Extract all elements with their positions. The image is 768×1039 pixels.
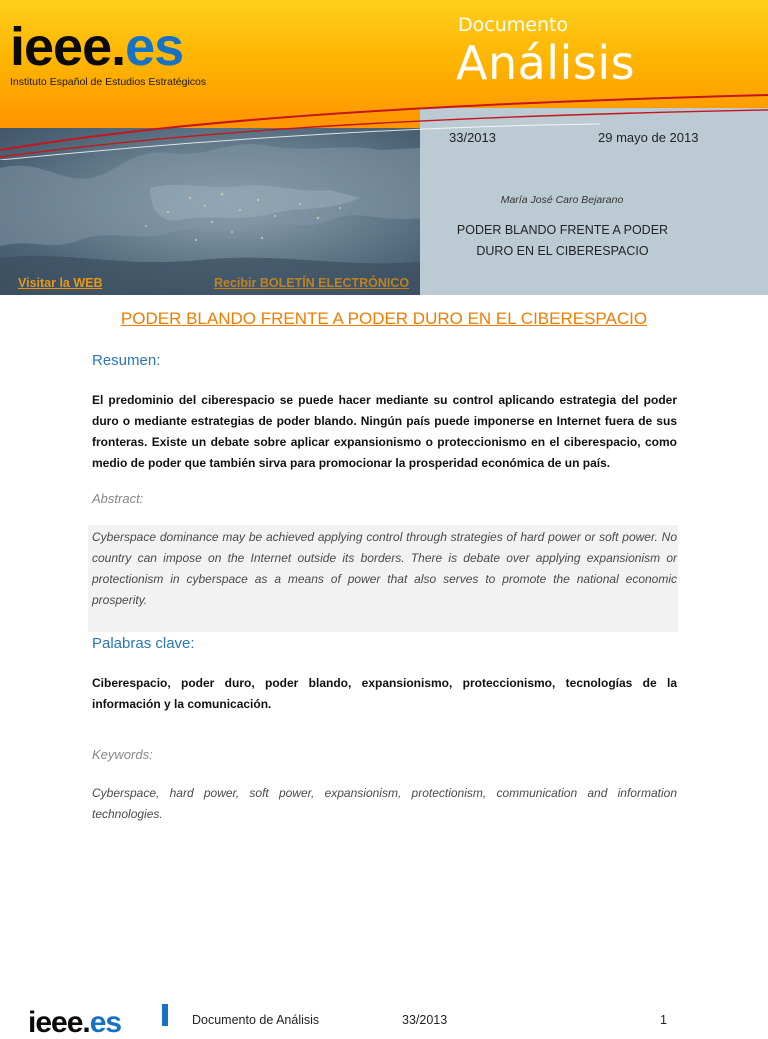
doc-type-small: Documento [458,14,569,36]
abstract-heading: Abstract: [92,491,144,506]
logo-wordmark-accent: es [125,17,184,77]
bulletin-subscribe-link[interactable]: Recibir BOLETÍN ELECTRÓNICO [214,276,410,290]
footer-logo-main: ieee. [28,1006,90,1039]
document-date: 29 mayo de 2013 [598,130,699,145]
footer-logo-accent: es [89,1006,122,1039]
keywords-text: Cyberspace, hard power, soft power, expansionism, protectionism, communication and information technologies. [92,786,677,821]
resumen-heading: Resumen: [92,352,161,369]
resumen-text: El predominio del ciberespacio se puede hacer mediante su control aplicando estrategia del poder duro o mediante estrategias de poder blando. Ningún país puede imponerse en Internet fuera de sus fronteras. Existe un debate sobre aplicar expansionismo o proteccionismo en el ciberespacio, como medio de poder que también sirva para promocionar la prosperidad económica de un país. [92,393,677,470]
footer-logo [28,1008,121,1038]
keywords-heading: Keywords: [92,747,153,762]
abstract-text: Cyberspace dominance may be achieved applying control through strategies of hard power or soft power. No country can impose on the Internet outside its borders. There is debate over applying expansionism or protectionism in cyberspace as a means of power that also serves to promote the national economic prosperity. [92,530,677,607]
logo-wordmark-main: ieee. [10,17,126,77]
author-name: María José Caro Bejarano [500,194,624,206]
footer-divider-bar [162,1004,168,1026]
panel-document-title: PODER BLANDO FRENTE A PODER DURO EN EL CIBERESPACIO [456,223,669,258]
logo-subtitle: Instituto Español de Estudios Estratégicos [10,76,207,88]
footer-doc-number: 33/2013 [402,1013,448,1027]
logo-wordmark [10,17,206,77]
document-header [0,0,768,295]
footer-page-number: 1 [660,1013,667,1027]
doc-type-large: Análisis [456,36,636,90]
footer-doc-label: Documento de Análisis [192,1013,320,1027]
palabras-clave-text: Ciberespacio, poder duro, poder blando, expansionismo, proteccionismo, tecnologías de la información y la comunicación. [92,676,677,711]
visit-web-link[interactable]: Visitar la WEB [18,276,103,290]
ieee-logo[interactable] [10,17,207,88]
palabras-clave-heading: Palabras clave: [92,635,195,652]
document-number: 33/2013 [449,130,496,145]
document-title: PODER BLANDO FRENTE A PODER DURO EN EL CIBERESPACIO [120,309,648,328]
